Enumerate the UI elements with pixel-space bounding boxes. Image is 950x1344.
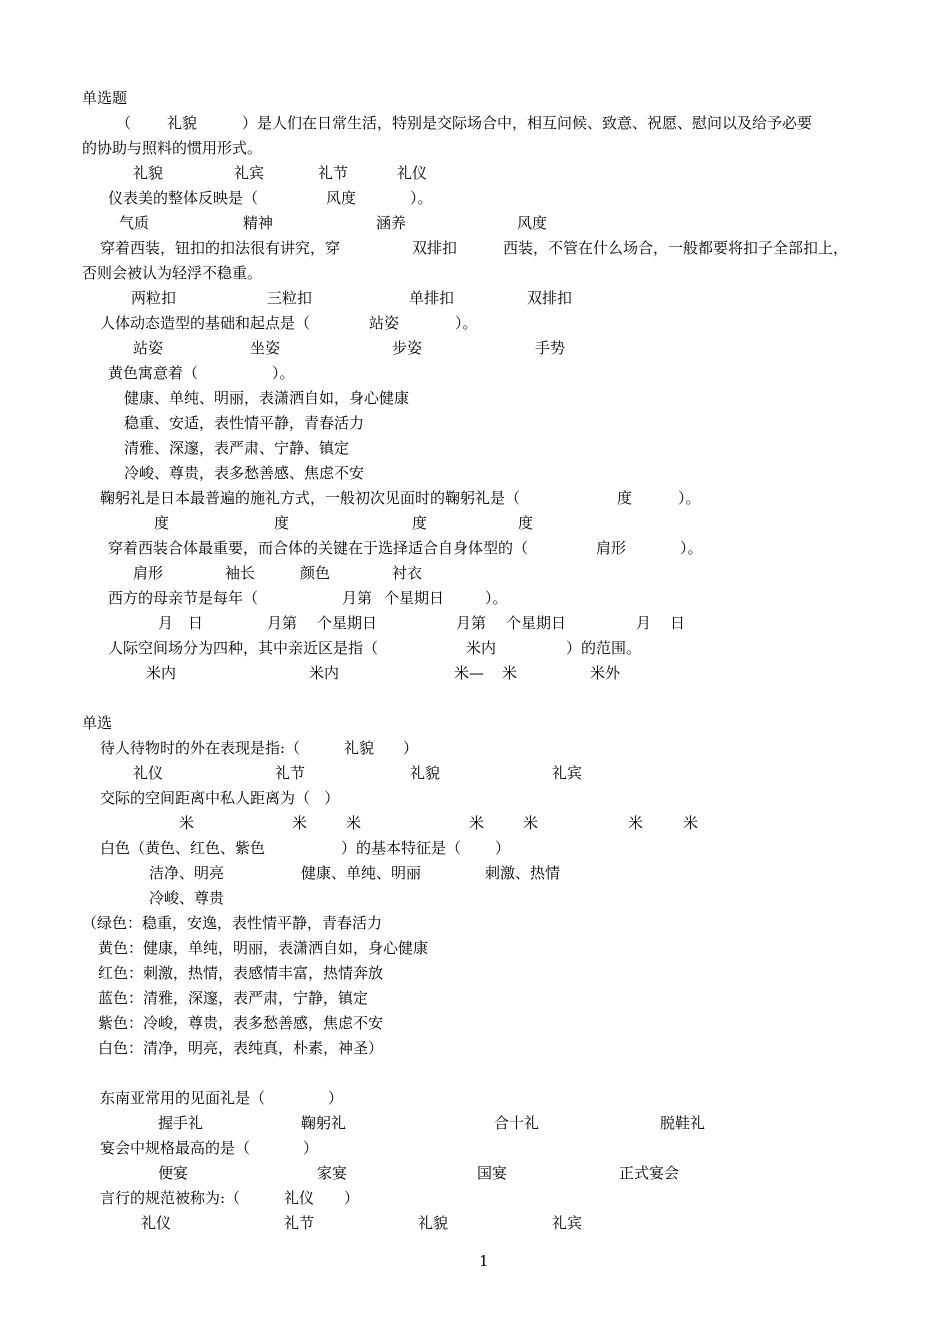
option-text: 米内 (146, 664, 177, 682)
option-text: 礼宾 (552, 1214, 583, 1232)
option-text: 鞠躬礼 (301, 1114, 347, 1132)
option-text: 度 (274, 514, 290, 532)
section-heading: 单选题 (82, 89, 128, 107)
question-text: 待人待物时的外在表现是指:（ (100, 739, 301, 757)
option-text: 米 (523, 814, 539, 832)
question-text: ）。 (485, 589, 508, 607)
question-text: ） (328, 1089, 344, 1107)
option-text: 袖长 (225, 564, 256, 582)
question-text: ） (403, 739, 419, 757)
option-text: 月 (158, 614, 174, 632)
answer-text: 礼仪 (284, 1189, 315, 1207)
option-text: 度 (412, 514, 428, 532)
option-text: 礼仪 (141, 1214, 172, 1232)
page-number: 1 (479, 1252, 489, 1270)
question-text: ）。 (678, 489, 701, 507)
option-text: 冷峻、尊贵，表多愁善感、焦虑不安 (124, 464, 365, 482)
option-text: 便宴 (158, 1164, 189, 1182)
option-text: 稳重、安适，表性情平静，青春活力 (124, 414, 365, 432)
question-text: ） (495, 839, 511, 857)
question-text: 穿着西装合体最重要，而合体的关键在于选择适合自身体型的（ (108, 539, 529, 557)
option-text: 礼节 (275, 764, 306, 782)
answer-text: 风度 (326, 189, 357, 207)
question-text: 仪表美的整体反映是（ (108, 189, 259, 207)
answer-text: 个星期日 (384, 589, 445, 607)
note-line: 白色：清净，明亮，表纯真，朴素，神圣） (98, 1039, 384, 1057)
option-text: 礼貌 (410, 764, 441, 782)
option-text: 刺激、热情 (485, 864, 561, 882)
answer-text: 双排扣 (412, 239, 458, 257)
question-text: 西装，不管在什么场合，一般都要将扣子全部扣上， (503, 239, 849, 257)
option-text: 米 (346, 814, 362, 832)
option-text: 礼仪 (133, 764, 164, 782)
answer-text: 月第 (342, 589, 373, 607)
question-text: 白色（黄色、红色、紫色 (100, 839, 266, 857)
answer-text: 肩形 (596, 539, 627, 557)
option-text: 家宴 (317, 1164, 348, 1182)
option-text: 两粒扣 (131, 289, 177, 307)
answer-text: 度 (617, 489, 633, 507)
option-text: 冷峻、尊贵 (149, 889, 225, 907)
note-line: 蓝色：清雅，深邃，表严肃，宁静，镇定 (98, 989, 369, 1007)
option-text: 礼貌 (418, 1214, 449, 1232)
option-text: 日 (670, 614, 686, 632)
option-text: 礼仪 (397, 164, 428, 182)
option-text: 握手礼 (158, 1114, 204, 1132)
question-text: 人体动态造型的基础和起点是（ (100, 314, 311, 332)
option-text: 脱鞋礼 (660, 1114, 706, 1132)
option-text: 国宴 (477, 1164, 508, 1182)
question-text: 否则会被认为轻浮不稳重。 (82, 264, 263, 282)
option-text: 米 (502, 664, 518, 682)
question-text: （ (116, 114, 132, 132)
option-text: 站姿 (133, 339, 164, 357)
answer-text: 站姿 (369, 314, 400, 332)
question-text: 东南亚常用的见面礼是（ (100, 1089, 266, 1107)
option-text: 米 (292, 814, 308, 832)
question-text: ）。 (680, 539, 703, 557)
question-text: 宴会中规格最高的是（ (100, 1139, 251, 1157)
option-text: 三粒扣 (267, 289, 313, 307)
option-text: 衬衣 (392, 564, 423, 582)
question-text: ）。 (272, 364, 295, 382)
note-line: 黄色：健康，单纯，明丽，表潇洒自如，身心健康 (98, 939, 429, 957)
option-text: 礼宾 (552, 764, 583, 782)
question-text: 西方的母亲节是每年（ (108, 589, 259, 607)
option-text: 礼节 (284, 1214, 315, 1232)
option-text: 个星期日 (506, 614, 567, 632)
option-text: 清雅、深邃，表严肃、宁静、镇定 (124, 439, 350, 457)
option-text: 度 (154, 514, 170, 532)
note-line: 紫色：冷峻，尊贵，表多愁善感，焦虑不安 (98, 1014, 384, 1032)
question-text: ）。 (410, 189, 433, 207)
question-text: 鞠躬礼是日本最普遍的施礼方式，一般初次见面时的鞠躬礼是（ (100, 489, 521, 507)
note-line: （绿色：稳重，安逸，表性情平静，青春活力 (82, 914, 383, 932)
option-text: 涵养 (376, 214, 407, 232)
question-text: 穿着西装，钮扣的扣法很有讲究，穿 (100, 239, 341, 257)
option-text: 双排扣 (527, 289, 573, 307)
option-text: 日 (188, 614, 204, 632)
question-text: ）是人们在日常生活，特别是交际场合中，相互问候、致意、祝愿、慰问以及给予必要 (242, 114, 813, 132)
answer-text: 米内 (466, 639, 497, 657)
option-text: 肩形 (133, 564, 164, 582)
option-text: 礼貌 (133, 164, 164, 182)
option-text: 米 (683, 814, 699, 832)
option-text: 个星期日 (317, 614, 378, 632)
option-text: 礼节 (318, 164, 349, 182)
option-text: 米 (628, 814, 644, 832)
option-text: 精神 (243, 214, 274, 232)
note-line: 红色：刺激，热情，表感情丰富，热情奔放 (98, 964, 384, 982)
question-text: ） (344, 1189, 360, 1207)
option-text: 风度 (517, 214, 548, 232)
option-text: 月 (636, 614, 652, 632)
question-text: ）的基本特征是（ (341, 839, 462, 857)
option-text: 坐姿 (250, 339, 281, 357)
answer-text: 礼貌 (344, 739, 375, 757)
question-text: 交际的空间距离中私人距离为（ ） (100, 789, 340, 807)
option-text: 米 (179, 814, 195, 832)
option-text: 步姿 (392, 339, 423, 357)
question-text: ）。 (455, 314, 478, 332)
option-text: 合十礼 (494, 1114, 540, 1132)
option-text: 礼宾 (234, 164, 265, 182)
option-text: 健康、单纯、明丽 (301, 864, 422, 882)
option-text: 月第 (267, 614, 298, 632)
option-text: 米— (454, 664, 485, 682)
section-heading: 单选 (82, 714, 113, 732)
option-text: 米 (469, 814, 485, 832)
option-text: 洁净、明亮 (149, 864, 225, 882)
option-text: 健康、单纯、明丽，表潇洒自如，身心健康 (124, 389, 410, 407)
option-text: 手势 (535, 339, 566, 357)
answer-text: 礼貌 (167, 114, 198, 132)
question-text: 人际空间场分为四种，其中亲近区是指（ (108, 639, 379, 657)
question-text: 的协助与照料的惯用形式。 (82, 139, 263, 157)
question-text: 言行的规范被称为:（ (100, 1189, 241, 1207)
option-text: 月第 (456, 614, 487, 632)
question-text: 黄色寓意着（ (108, 364, 199, 382)
option-text: 度 (518, 514, 534, 532)
option-text: 单排扣 (409, 289, 455, 307)
option-text: 米外 (590, 664, 621, 682)
option-text: 气质 (119, 214, 150, 232)
option-text: 颜色 (300, 564, 331, 582)
question-text: ） (303, 1139, 319, 1157)
option-text: 米内 (309, 664, 340, 682)
question-text: ）的范围。 (566, 639, 642, 657)
option-text: 正式宴会 (619, 1164, 680, 1182)
